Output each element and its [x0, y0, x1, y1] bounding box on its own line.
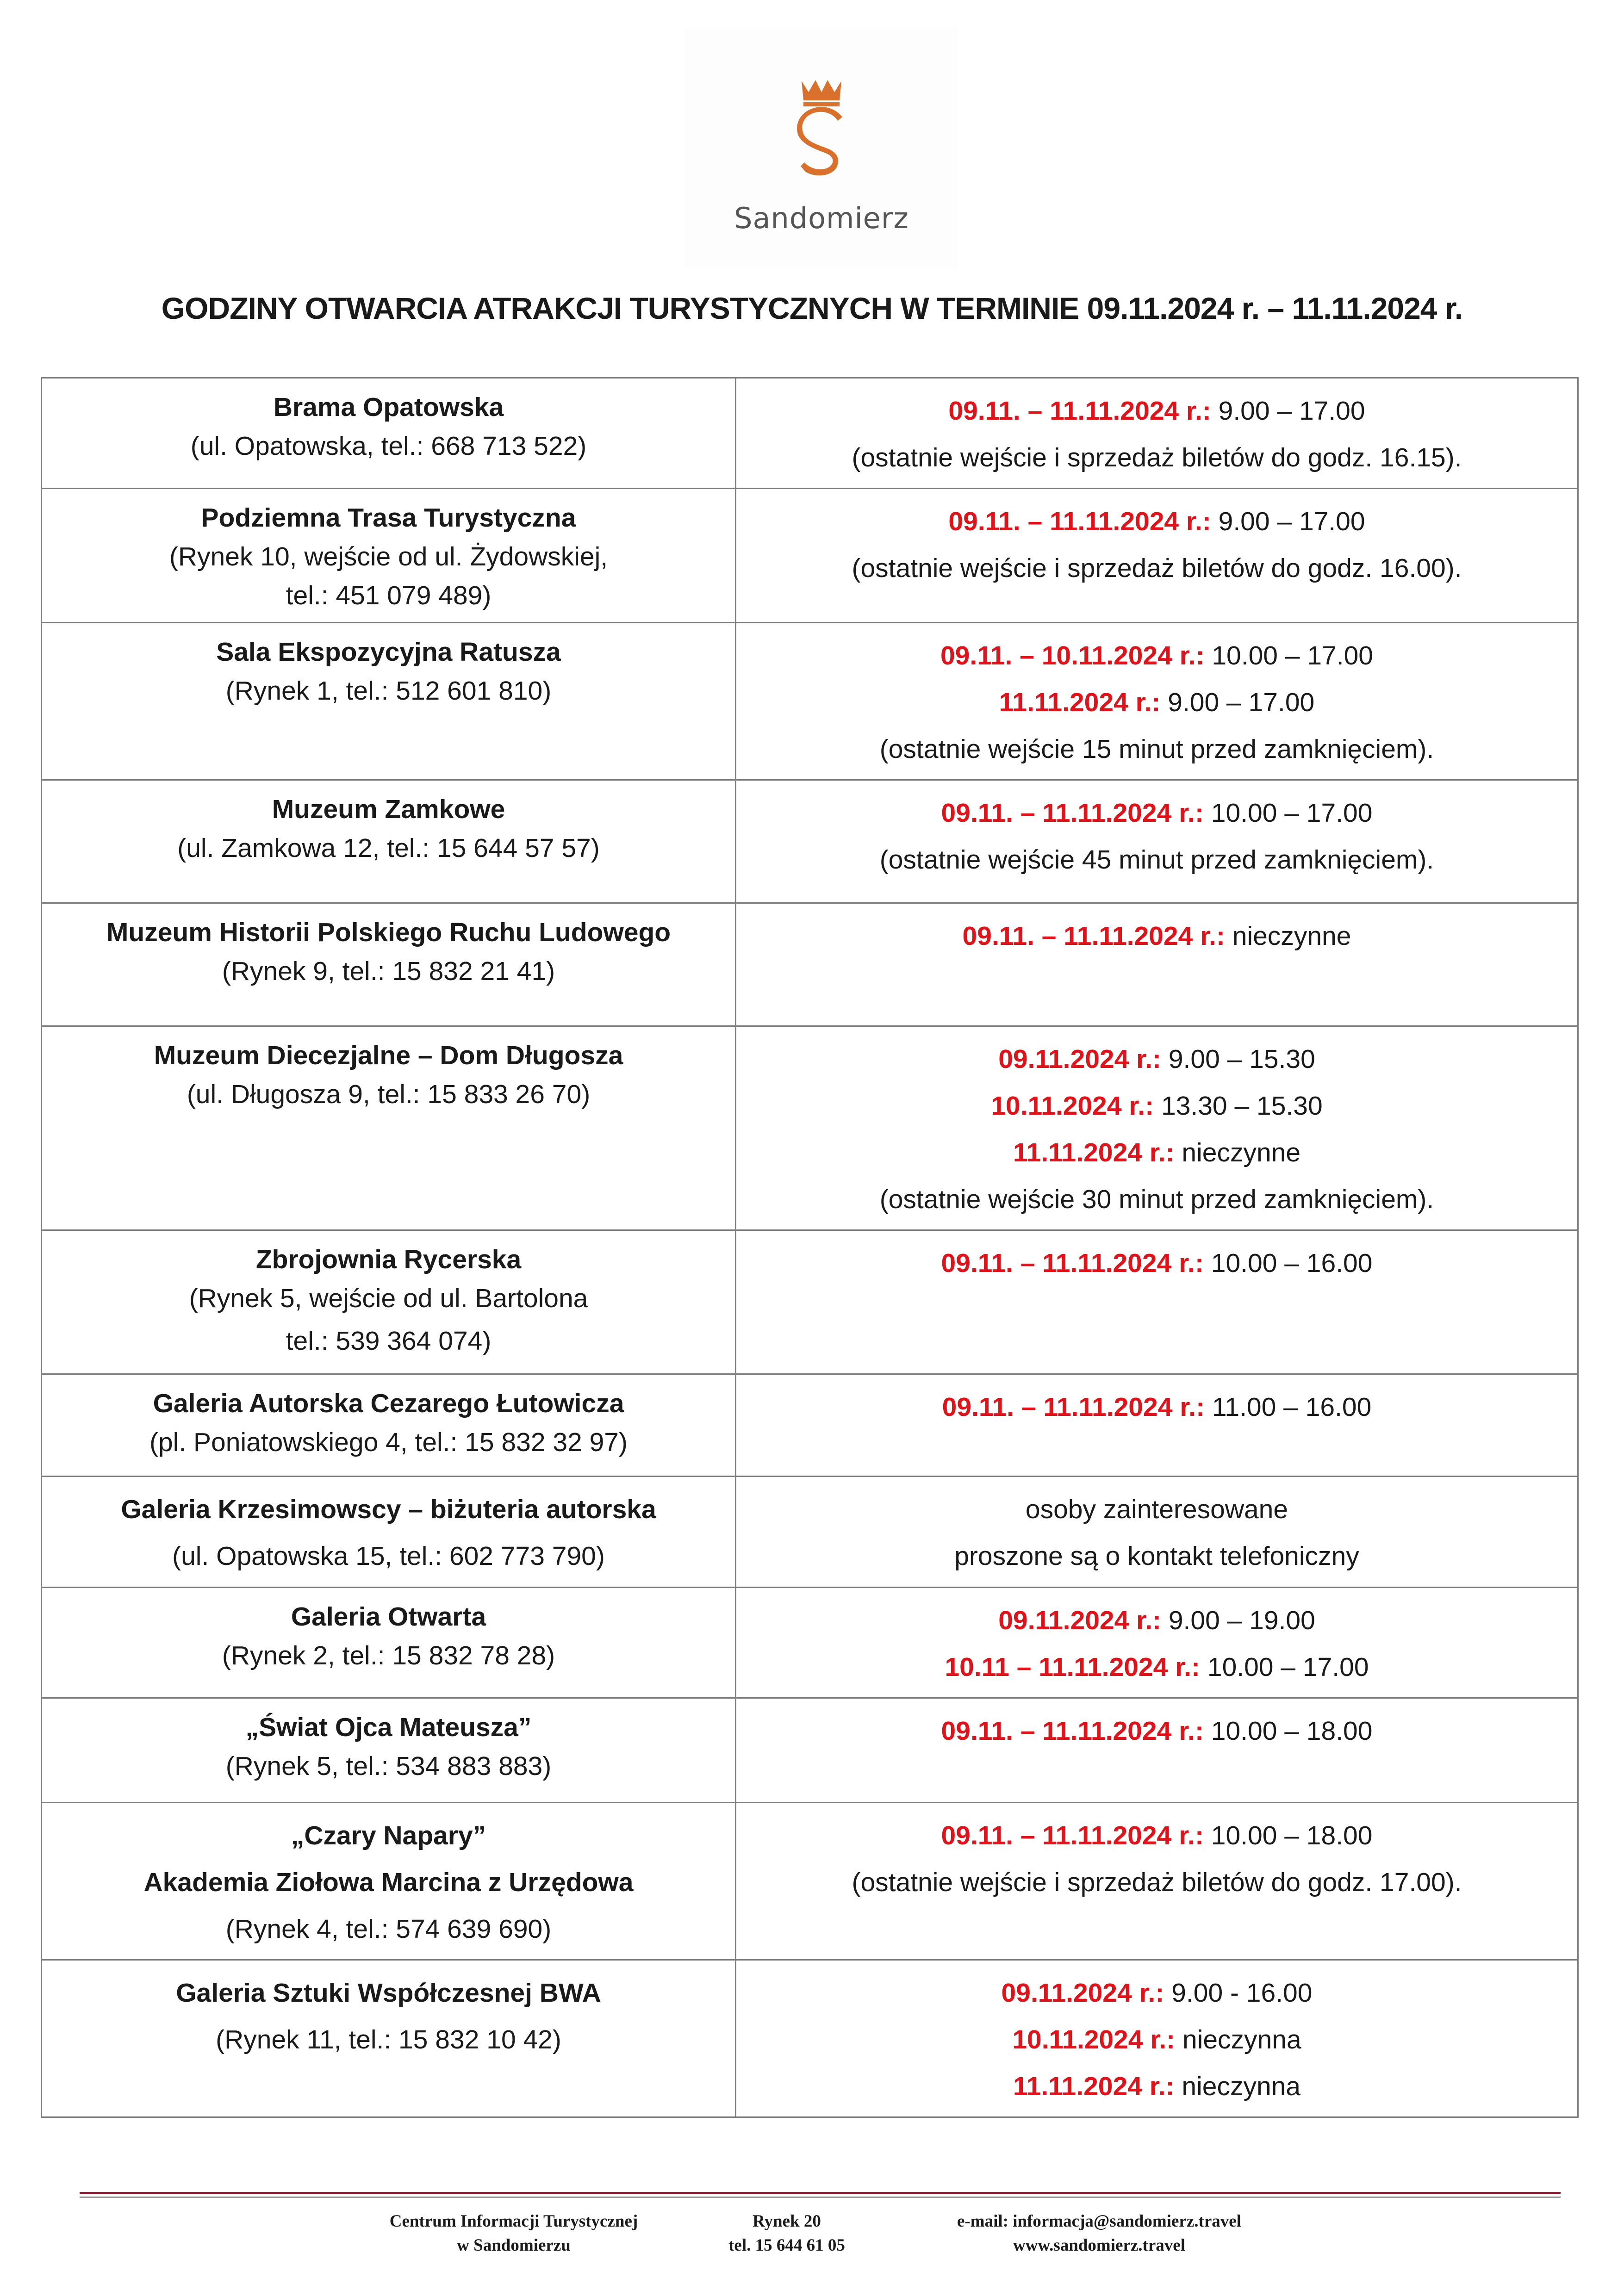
attraction-cell: [42, 623, 736, 780]
attraction-name: Galeria Autorska Cezarego Łutowicza: [153, 1389, 624, 1418]
table-row: [42, 1026, 1578, 1230]
hours-line: [741, 1083, 1573, 1129]
hours-value: nieczynna: [1175, 2025, 1301, 2054]
table-row: [42, 903, 1578, 1026]
hours-cell: [736, 780, 1578, 903]
hours-value: 10.00 – 18.00: [1203, 1821, 1373, 1850]
date-range: 09.11. – 11.11.2024 r.:: [948, 507, 1211, 536]
logo: [685, 28, 958, 268]
attraction-cell: [42, 1803, 736, 1960]
attraction-address: (pl. Poniatowskiego 4, tel.: 15 832 32 97): [149, 1427, 628, 1457]
attraction-address: (Rynek 11, tel.: 15 832 10 42): [216, 2025, 561, 2054]
hours-line: [741, 1970, 1573, 2017]
attraction-name: Podziemna Trasa Turystyczna: [201, 503, 576, 533]
attraction-name: Galeria Sztuki Współczesnej BWA: [176, 1978, 601, 2008]
date-range: 09.11. – 11.11.2024 r.:: [941, 1248, 1204, 1278]
footer-org-name: Centrum Informacji Turystycznej: [389, 2212, 638, 2231]
attraction-address: (Rynek 4, tel.: 574 639 690): [225, 1914, 552, 1944]
hours-note: (ostatnie wejście i sprzedaż biletów do godz. 16.00).: [852, 553, 1462, 583]
attraction-address: (Rynek 1, tel.: 512 601 810): [225, 676, 552, 706]
hours-note: (ostatnie wejście 15 minut przed zamknięciem).: [879, 734, 1434, 764]
hours-note: (ostatnie wejście 45 minut przed zamknięciem).: [879, 845, 1434, 875]
date-range: 09.11. – 11.11.2024 r.:: [941, 798, 1204, 828]
attraction-cell: [42, 1588, 736, 1698]
hours-line: [741, 1597, 1573, 1644]
hours-cell: [736, 623, 1578, 780]
attraction-name: „Świat Ojca Mateusza”: [245, 1713, 532, 1742]
table-row: [42, 1588, 1578, 1698]
hours-line: [741, 790, 1573, 837]
footer-address: [694, 2209, 879, 2258]
logo-text: Sandomierz: [734, 201, 909, 235]
attraction-name: Brama Opatowska: [273, 392, 504, 422]
date-range: 10.11.2024 r.:: [1012, 2025, 1176, 2054]
hours-value: 9.00 – 17.00: [1160, 688, 1315, 717]
hours-line: [741, 1812, 1573, 1859]
attraction-name-line-2: Akademia Ziołowa Marcina z Urzędowa: [143, 1868, 634, 1897]
hours-line: [741, 388, 1573, 434]
hours-note: proszone są o kontakt telefoniczny: [954, 1541, 1359, 1571]
hours-line: [741, 2063, 1573, 2110]
hours-cell: [736, 903, 1578, 1026]
attraction-cell: [42, 1960, 736, 2117]
hours-value: 10.00 – 17.00: [1200, 1652, 1369, 1682]
attraction-phone: tel.: 451 079 489): [286, 581, 492, 610]
hours-cell: [736, 1374, 1578, 1477]
hours-line: [741, 1240, 1573, 1287]
date-range: 10.11 – 11.11.2024 r.:: [945, 1652, 1201, 1682]
table-row: [42, 1960, 1578, 2117]
hours-line: [741, 1036, 1573, 1083]
hours-value: 10.00 – 17.00: [1204, 641, 1374, 670]
hours-value: 9.00 – 15.30: [1161, 1044, 1315, 1074]
date-range: 09.11.2024 r.:: [1001, 1978, 1164, 2008]
attraction-address: (Rynek 9, tel.: 15 832 21 41): [222, 956, 555, 986]
attraction-name: Galeria Otwarta: [291, 1602, 486, 1632]
date-range: 09.11. – 11.11.2024 r.:: [948, 396, 1211, 426]
footer-organization: [352, 2209, 676, 2258]
attraction-address: (Rynek 5, wejście od ul. Bartolona: [189, 1284, 588, 1313]
hours-line: [741, 1644, 1573, 1691]
footer-contact: [902, 2209, 1296, 2258]
attraction-address: (ul. Zamkowa 12, tel.: 15 644 57 57): [177, 833, 600, 863]
attraction-address: (ul. Opatowska, tel.: 668 713 522): [190, 431, 587, 461]
footer-divider: [80, 2192, 1561, 2201]
attraction-cell: [42, 1230, 736, 1374]
date-range: 11.11.2024 r.:: [1013, 2072, 1175, 2101]
hours-cell: [736, 1803, 1578, 1960]
hours-value: nieczynna: [1174, 2072, 1301, 2101]
hours-cell: [736, 1698, 1578, 1803]
date-range: 09.11. – 11.11.2024 r.:: [962, 921, 1225, 951]
hours-value: nieczynne: [1174, 1138, 1301, 1167]
table-row: [42, 489, 1578, 623]
hours-cell: [736, 489, 1578, 623]
footer-street: Rynek 20: [753, 2212, 821, 2231]
attraction-address: (ul. Długosza 9, tel.: 15 833 26 70): [187, 1080, 591, 1109]
attraction-name: „Czary Napary”: [291, 1821, 486, 1850]
hours-cell: [736, 1960, 1578, 2117]
hours-note: (ostatnie wejście i sprzedaż biletów do godz. 16.15).: [852, 443, 1462, 472]
hours-value: 10.00 – 17.00: [1203, 798, 1373, 828]
table-row: [42, 780, 1578, 903]
attraction-name: Sala Ekspozycyjna Ratusza: [216, 637, 561, 667]
hours-note: (ostatnie wejście i sprzedaż biletów do godz. 17.00).: [852, 1868, 1462, 1897]
date-range: 09.11.2024 r.:: [998, 1606, 1162, 1635]
hours-note: osoby zainteresowane: [1025, 1495, 1288, 1524]
table-row: [42, 1477, 1578, 1588]
hours-value: 9.00 – 17.00: [1211, 396, 1365, 426]
footer-website: www.sandomierz.travel: [1013, 2236, 1185, 2255]
hours-value: 10.00 – 18.00: [1203, 1716, 1373, 1746]
attraction-cell: [42, 903, 736, 1026]
table-row: [42, 1230, 1578, 1374]
hours-value: 9.00 - 16.00: [1164, 1978, 1313, 2008]
hours-line: [741, 679, 1573, 726]
hours-line: [741, 1708, 1573, 1755]
table-row: [42, 623, 1578, 780]
hours-value: nieczynne: [1225, 921, 1351, 951]
hours-value: 9.00 – 17.00: [1211, 507, 1365, 536]
date-range: 09.11. – 11.11.2024 r.:: [942, 1392, 1205, 1422]
table-row: [42, 1698, 1578, 1803]
attraction-cell: [42, 1026, 736, 1230]
attraction-cell: [42, 1698, 736, 1803]
date-range: 09.11. – 11.11.2024 r.:: [941, 1821, 1204, 1850]
page-title: GODZINY OTWARCIA ATRAKCJI TURYSTYCZNYCH W TERMINIE 09.11.2024 r. – 11.11.2024 r.: [161, 291, 1463, 325]
attraction-cell: [42, 489, 736, 623]
attraction-cell: [42, 378, 736, 489]
hours-cell: [736, 378, 1578, 489]
hours-cell: [736, 1026, 1578, 1230]
hours-cell: [736, 1588, 1578, 1698]
attraction-name: Galeria Krzesimowscy – biżuteria autorska: [121, 1495, 656, 1524]
attraction-cell: [42, 780, 736, 903]
attraction-cell: [42, 1374, 736, 1477]
sandomierz-crest-icon: [791, 76, 852, 185]
table-row: [42, 1374, 1578, 1477]
attraction-name: Muzeum Diecezjalne – Dom Długosza: [154, 1041, 623, 1070]
attraction-address: (Rynek 10, wejście od ul. Żydowskiej,: [169, 542, 608, 571]
date-range: 09.11.2024 r.:: [998, 1044, 1162, 1074]
footer-email: e-mail: informacja@sandomierz.travel: [957, 2212, 1241, 2231]
hours-cell: [736, 1230, 1578, 1374]
date-range: 09.11. – 10.11.2024 r.:: [940, 641, 1205, 670]
hours-line: [741, 633, 1573, 679]
hours-line: [741, 1384, 1573, 1431]
hours-value: 11.00 – 16.00: [1205, 1392, 1372, 1422]
attraction-address: (Rynek 5, tel.: 534 883 883): [225, 1751, 552, 1781]
footer-phone: tel. 15 644 61 05: [728, 2236, 845, 2255]
attraction-name: Zbrojownia Rycerska: [255, 1245, 522, 1274]
attraction-cell: [42, 1477, 736, 1588]
hours-value: 9.00 – 19.00: [1161, 1606, 1315, 1635]
date-range: 09.11. – 11.11.2024 r.:: [941, 1716, 1204, 1746]
date-range: 10.11.2024 r.:: [991, 1091, 1154, 1121]
attraction-address: (Rynek 2, tel.: 15 832 78 28): [222, 1641, 555, 1670]
footer-org-city: w Sandomierzu: [457, 2236, 571, 2255]
hours-line: [741, 913, 1573, 960]
attraction-name: Muzeum Historii Polskiego Ruchu Ludowego: [106, 918, 671, 947]
hours-line: [741, 1129, 1573, 1176]
hours-note: (ostatnie wejście 30 minut przed zamknięciem).: [879, 1185, 1434, 1214]
table-row: [42, 1803, 1578, 1960]
hours-line: [741, 2017, 1573, 2063]
date-range: 11.11.2024 r.:: [999, 688, 1161, 717]
hours-value: 10.00 – 16.00: [1203, 1248, 1373, 1278]
attraction-phone: tel.: 539 364 074): [286, 1326, 492, 1356]
date-range: 11.11.2024 r.:: [1013, 1138, 1175, 1167]
hours-cell: [736, 1477, 1578, 1588]
attraction-name: Muzeum Zamkowe: [272, 794, 505, 824]
attraction-address: (ul. Opatowska 15, tel.: 602 773 790): [172, 1541, 605, 1571]
hours-value: 13.30 – 15.30: [1154, 1091, 1323, 1121]
table-row: [42, 378, 1578, 489]
opening-hours-table: [41, 377, 1579, 2118]
hours-line: [741, 498, 1573, 545]
